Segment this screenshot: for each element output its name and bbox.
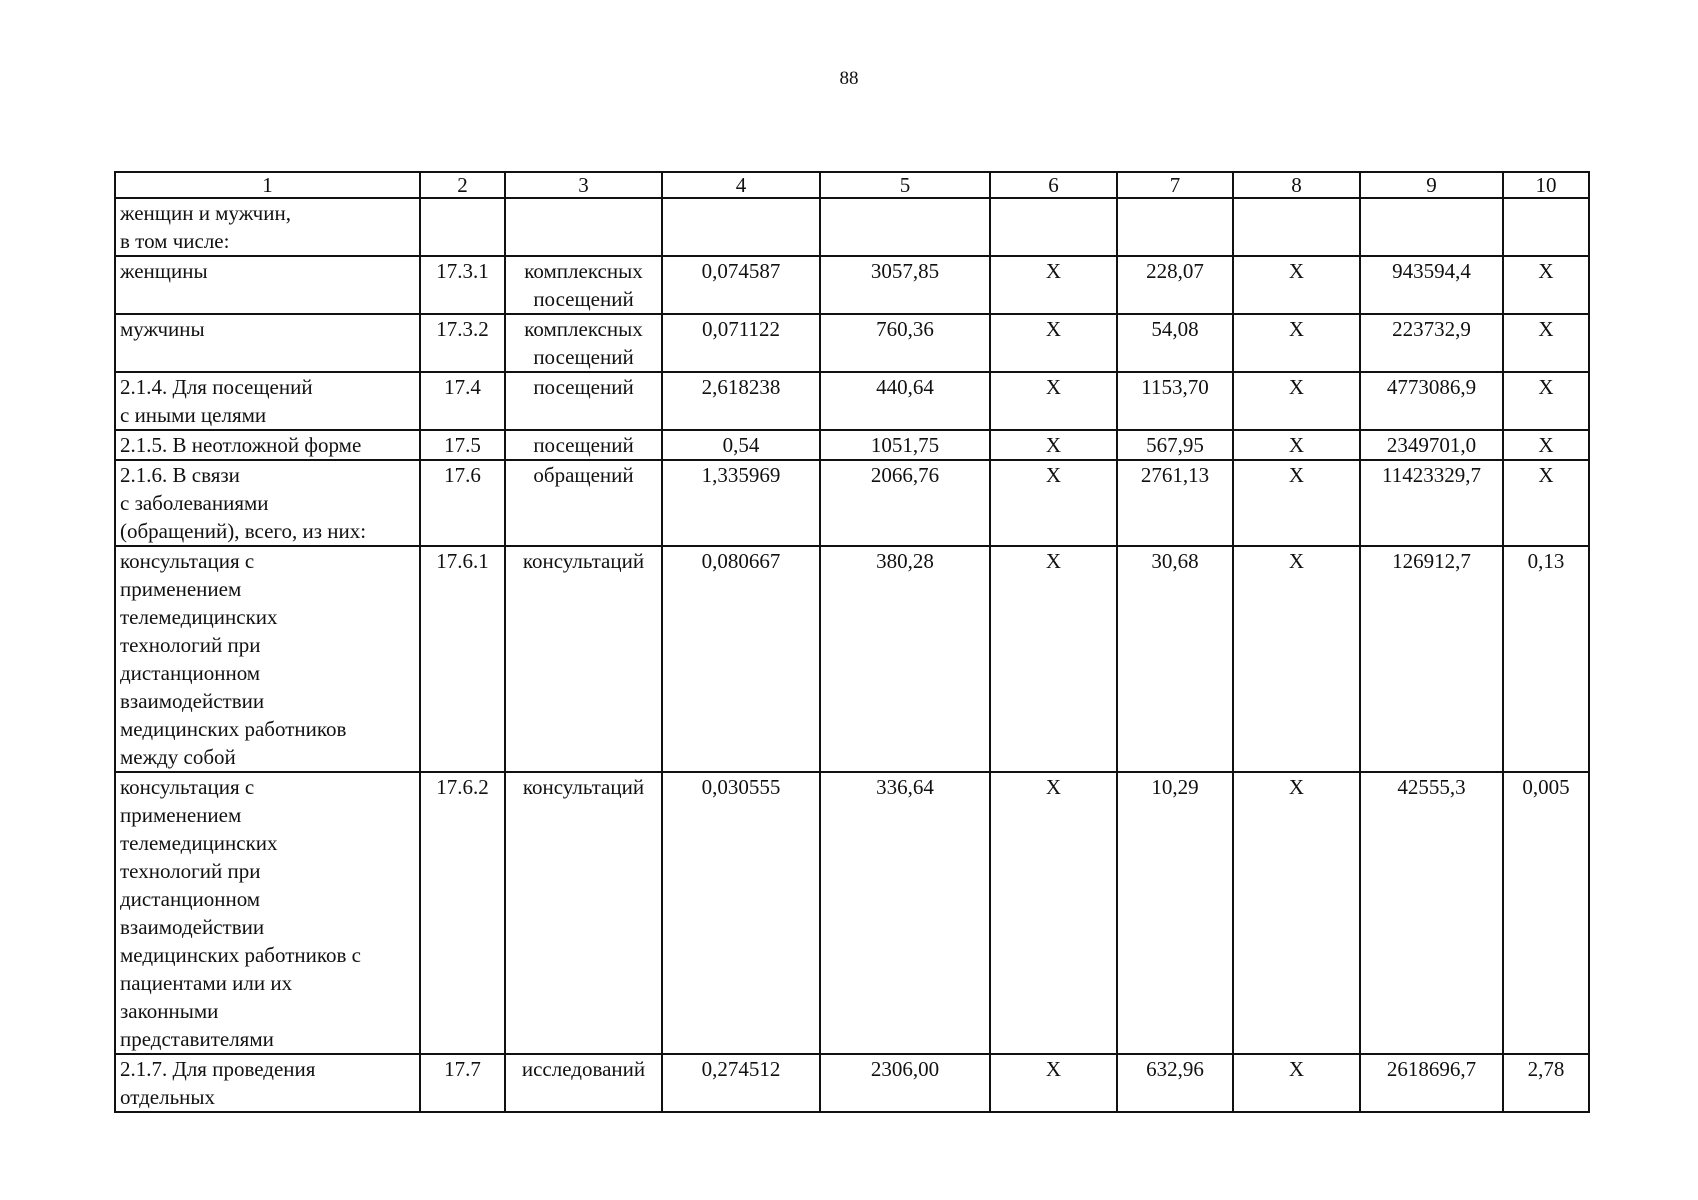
table-row (115, 198, 1589, 256)
row-value-cell: Х (990, 772, 1117, 1054)
row-name-cell: женщин и мужчин, в том числе: (115, 198, 420, 256)
row-value-cell: 54,08 (1117, 314, 1233, 372)
row-name-cell: 2.1.5. В неотложной форме (115, 430, 420, 460)
row-name-cell: женщины (115, 256, 420, 314)
row-value-cell (1503, 198, 1589, 256)
row-value-cell: 42555,3 (1360, 772, 1503, 1054)
column-header: 10 (1503, 172, 1589, 198)
row-value-cell: 0,005 (1503, 772, 1589, 1054)
row-value-cell: 567,95 (1117, 430, 1233, 460)
row-value-cell: 336,64 (820, 772, 990, 1054)
row-name-cell: консультация с применением телемедицинских технологий при дистанционном взаимодействии медицинских работников с пациентами или их законными представителями (115, 772, 420, 1054)
row-code-cell: 17.6.1 (420, 546, 505, 772)
row-value-cell: 0,080667 (662, 546, 820, 772)
row-value-cell: 0,074587 (662, 256, 820, 314)
row-unit-cell: консультаций (505, 772, 662, 1054)
row-value-cell: Х (990, 460, 1117, 546)
row-value-cell: Х (1503, 372, 1589, 430)
table-row (115, 372, 1589, 430)
row-value-cell: 0,274512 (662, 1054, 820, 1112)
row-value-cell: 380,28 (820, 546, 990, 772)
row-value-cell: Х (1503, 430, 1589, 460)
row-unit-cell: обращений (505, 460, 662, 546)
row-unit-cell: комплексных посещений (505, 256, 662, 314)
row-code-cell (420, 198, 505, 256)
row-value-cell: 2066,76 (820, 460, 990, 546)
column-header: 1 (115, 172, 420, 198)
row-value-cell: 126912,7 (1360, 546, 1503, 772)
row-value-cell: 3057,85 (820, 256, 990, 314)
row-value-cell: 1,335969 (662, 460, 820, 546)
table-row (115, 772, 1589, 1054)
row-value-cell: Х (1233, 460, 1360, 546)
row-unit-cell: посещений (505, 372, 662, 430)
row-value-cell: 2761,13 (1117, 460, 1233, 546)
row-value-cell: 2,618238 (662, 372, 820, 430)
row-value-cell: Х (990, 430, 1117, 460)
row-value-cell: 30,68 (1117, 546, 1233, 772)
column-header: 9 (1360, 172, 1503, 198)
row-value-cell: Х (1503, 314, 1589, 372)
row-value-cell: Х (1503, 256, 1589, 314)
row-value-cell: 10,29 (1117, 772, 1233, 1054)
row-unit-cell (505, 198, 662, 256)
row-value-cell: 2306,00 (820, 1054, 990, 1112)
row-value-cell: Х (1233, 1054, 1360, 1112)
row-value-cell: 632,96 (1117, 1054, 1233, 1112)
row-value-cell: 2349701,0 (1360, 430, 1503, 460)
table-row (115, 314, 1589, 372)
data-table (114, 171, 1590, 1113)
row-value-cell: 760,36 (820, 314, 990, 372)
row-value-cell: 0,54 (662, 430, 820, 460)
row-name-cell: 2.1.7. Для проведения отдельных (115, 1054, 420, 1112)
row-value-cell: 0,13 (1503, 546, 1589, 772)
row-value-cell: 4773086,9 (1360, 372, 1503, 430)
page-number: 88 (839, 68, 859, 89)
row-value-cell (990, 198, 1117, 256)
column-number-row (115, 172, 1589, 198)
row-value-cell: Х (1233, 372, 1360, 430)
row-code-cell: 17.4 (420, 372, 505, 430)
row-value-cell: Х (1503, 460, 1589, 546)
row-value-cell: 2,78 (1503, 1054, 1589, 1112)
row-value-cell: Х (1233, 772, 1360, 1054)
row-code-cell: 17.6 (420, 460, 505, 546)
row-value-cell: Х (990, 314, 1117, 372)
row-value-cell: Х (990, 256, 1117, 314)
row-value-cell: 0,071122 (662, 314, 820, 372)
column-header: 7 (1117, 172, 1233, 198)
row-value-cell: Х (990, 372, 1117, 430)
row-value-cell (1233, 198, 1360, 256)
row-name-cell: консультация с применением телемедицинских технологий при дистанционном взаимодействии медицинских работников между собой (115, 546, 420, 772)
row-value-cell: Х (990, 546, 1117, 772)
row-value-cell: 2618696,7 (1360, 1054, 1503, 1112)
row-unit-cell: посещений (505, 430, 662, 460)
column-header: 3 (505, 172, 662, 198)
column-header: 5 (820, 172, 990, 198)
row-name-cell: 2.1.4. Для посещений с иными целями (115, 372, 420, 430)
row-value-cell: 440,64 (820, 372, 990, 430)
row-code-cell: 17.5 (420, 430, 505, 460)
row-value-cell: 1051,75 (820, 430, 990, 460)
table-row (115, 460, 1589, 546)
row-value-cell: 11423329,7 (1360, 460, 1503, 546)
column-header: 4 (662, 172, 820, 198)
row-value-cell (1117, 198, 1233, 256)
row-value-cell: 223732,9 (1360, 314, 1503, 372)
table-row (115, 546, 1589, 772)
table-row (115, 1054, 1589, 1112)
row-value-cell: Х (1233, 430, 1360, 460)
row-value-cell (1360, 198, 1503, 256)
column-header: 8 (1233, 172, 1360, 198)
row-value-cell: 228,07 (1117, 256, 1233, 314)
row-value-cell: Х (1233, 256, 1360, 314)
row-unit-cell: исследований (505, 1054, 662, 1112)
row-value-cell (662, 198, 820, 256)
column-header: 6 (990, 172, 1117, 198)
row-code-cell: 17.3.2 (420, 314, 505, 372)
row-value-cell: Х (1233, 546, 1360, 772)
row-value-cell (820, 198, 990, 256)
table-row (115, 430, 1589, 460)
row-unit-cell: консультаций (505, 546, 662, 772)
row-name-cell: мужчины (115, 314, 420, 372)
row-code-cell: 17.6.2 (420, 772, 505, 1054)
row-value-cell: Х (990, 1054, 1117, 1112)
table-row (115, 256, 1589, 314)
row-value-cell: 0,030555 (662, 772, 820, 1054)
row-value-cell: Х (1233, 314, 1360, 372)
row-value-cell: 1153,70 (1117, 372, 1233, 430)
row-code-cell: 17.7 (420, 1054, 505, 1112)
row-value-cell: 943594,4 (1360, 256, 1503, 314)
row-name-cell: 2.1.6. В связи с заболеваниями (обращений), всего, из них: (115, 460, 420, 546)
row-code-cell: 17.3.1 (420, 256, 505, 314)
column-header: 2 (420, 172, 505, 198)
row-unit-cell: комплексных посещений (505, 314, 662, 372)
